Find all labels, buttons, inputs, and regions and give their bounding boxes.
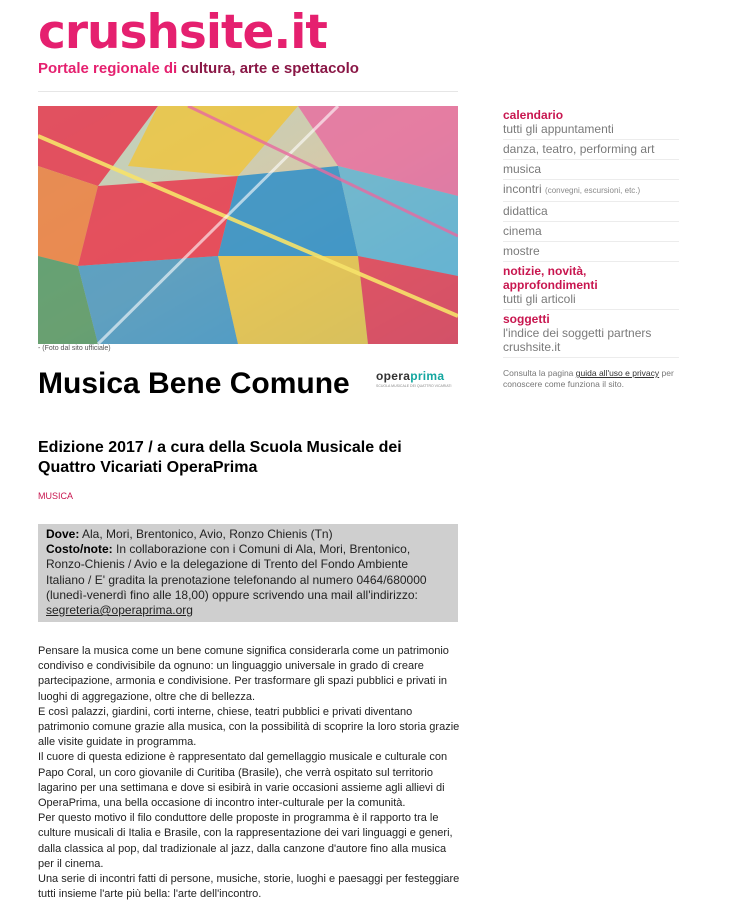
- tagline-prefix: Portale regionale di: [38, 60, 182, 77]
- event-category: [38, 491, 73, 501]
- sidebar-sub-notizie[interactable]: tutti gli articoli: [503, 292, 576, 306]
- costo-value: In collaborazione con i Comuni di Ala, Mori, Brentonico, Ronzo-Chienis / Avio e la delegazione di Trento del Fondo Ambiente Italiano / E' gradita la prenotazione telefonando al numero 0464/680000 (lunedì-venerdì fino alle 18,00) oppure scrivendo una mail all'indirizzo:: [46, 542, 427, 602]
- costo-line: [46, 542, 450, 618]
- costo-label: Costo/note:: [46, 542, 113, 557]
- sidebar-head-notizie[interactable]: notizie, novità, approfondimenti: [503, 264, 598, 292]
- dove-value: Ala, Mori, Brentonico, Avio, Ronzo Chienis (Tn): [82, 527, 333, 541]
- event-info-box: [38, 524, 458, 622]
- dove-label: Dove:: [46, 527, 80, 541]
- sidebar-guide-note: [503, 368, 679, 390]
- sidebar-item-musica[interactable]: musica: [503, 160, 679, 180]
- partner-name-b: prima: [410, 369, 445, 383]
- sidebar-head-soggetti[interactable]: soggetti: [503, 312, 550, 326]
- partner-name-a: opera: [376, 369, 411, 383]
- guide-privacy-link[interactable]: guida all'uso e privacy: [575, 368, 660, 378]
- event-description: [38, 644, 460, 902]
- hero-image: [38, 106, 458, 344]
- category-link[interactable]: MUSICA: [38, 491, 74, 501]
- sidebar-item-calendario[interactable]: [503, 106, 679, 140]
- header-divider: [38, 91, 458, 92]
- sidebar-item-incontri[interactable]: [503, 180, 679, 202]
- guide-note-prefix: Consulta la pagina: [503, 368, 576, 378]
- sidebar-item-soggetti[interactable]: [503, 310, 679, 358]
- sidebar-item-didattica[interactable]: didattica: [503, 202, 679, 222]
- sidebar-incontri-note: (convegni, escursioni, etc.): [545, 186, 641, 195]
- sidebar-incontri-label[interactable]: incontri: [503, 182, 542, 196]
- email-link[interactable]: segreteria@operaprima.org: [46, 603, 193, 618]
- event-subtitle: Edizione 2017 / a cura della Scuola Musicale dei Quattro Vicariati OperaPrima: [38, 439, 402, 476]
- partner-logo-sub: SCUOLA MUSICALE DEI QUATTRO VICARIATI: [376, 384, 452, 388]
- sidebar-item-cinema[interactable]: cinema: [503, 222, 679, 242]
- sidebar-sub-calendario[interactable]: tutti gli appuntamenti: [503, 122, 614, 136]
- guide-note-suffix: per conoscere come funziona il sito.: [503, 368, 674, 389]
- logo-wordmark[interactable]: crushsite.it: [38, 5, 327, 60]
- sidebar-item-notizie[interactable]: [503, 262, 679, 310]
- sidebar-nav: [503, 106, 679, 390]
- description-paragraph: Una serie di incontri fatti di persone, musiche, storie, luoghi e paesaggi per festeggiare tutti insieme l'arte più bella: l'arte dell'incontro.: [38, 873, 460, 901]
- sidebar-sub-soggetti[interactable]: l'indice dei soggetti partners crushsite.it: [503, 326, 652, 354]
- sidebar-item-mostre[interactable]: mostre: [503, 242, 679, 262]
- description-paragraph: Pensare la musica come un bene comune significa considerarla come un patrimonio condiviso e condivisibile da ognuno: un linguaggio universale in grado di creare partecipazione, armonia e condivisione. Per trasformare gli spazi pubblici e privati in luoghi di aggregazione, oltre che di bellezza.: [38, 645, 449, 703]
- event-title: Musica Bene Comune: [38, 367, 350, 400]
- tagline-highlight: cultura, arte e spettacolo: [181, 60, 359, 77]
- sidebar-head-calendario[interactable]: calendario: [503, 108, 564, 122]
- partner-logo-wordmark: [376, 369, 452, 383]
- description-paragraph: Il cuore di questa edizione è rappresentato dal gemellaggio musicale e culturale con Papo Coral, un coro giovanile di Curitiba (Brasile), che verrà ospitato sul territorio lagarino per una settimana e dove si esibirà in varie occasioni assieme agli allievi di OperaPrima, una bella occasione di incontro inter-culturale per la comunità.: [38, 751, 448, 810]
- description-paragraph: E così palazzi, giardini, corti interne, chiese, teatri pubblici e privati diventano patrimonio comune grazie alla musica, con la possibilità di scoprire la loro storia grazie alle visite guidate in programma.: [38, 705, 460, 749]
- operaprima-logo[interactable]: [376, 369, 452, 388]
- sidebar-item-danza[interactable]: danza, teatro, performing art: [503, 140, 679, 160]
- hero-caption: - (Foto dal sito ufficiale): [38, 345, 111, 352]
- site-logo[interactable]: [38, 4, 359, 78]
- logo-tagline: [38, 60, 359, 78]
- dove-line: [46, 527, 450, 542]
- description-paragraph: Per questo motivo il filo conduttore delle proposte in programma è il rapporto tra le culture musicali di Italia e Brasile, con la rappresentazione dei vari linguaggi e generi, dalla classica al pop, dal tradizionale al jazz, dalla canzone d'autore fino alla musica per il cinema.: [38, 812, 453, 870]
- hero-artwork: [38, 106, 458, 344]
